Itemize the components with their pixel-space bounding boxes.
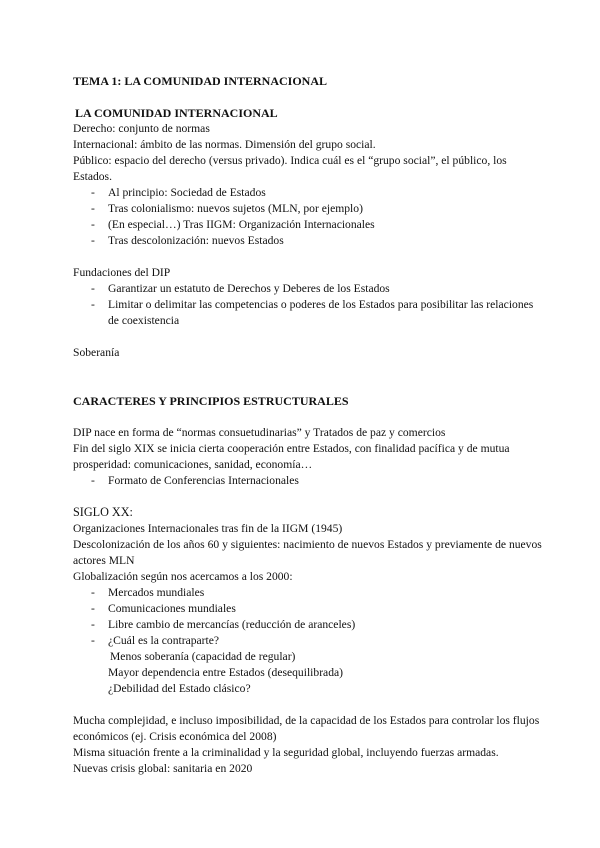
sub-list-item: ¿Debilidad del Estado clásico? xyxy=(108,682,251,695)
paragraph-line: Derecho: conjunto de normas xyxy=(73,122,210,135)
paragraph-line: Público: espacio del derecho (versus privado). Indica cuál es el “grupo social”, el público, los Estados. xyxy=(73,154,507,184)
list-item: Garantizar un estatuto de Derechos y Deberes de los Estados xyxy=(108,282,390,295)
section-heading: SIGLO XX: xyxy=(73,505,133,519)
list-item: ¿Cuál es la contraparte? xyxy=(108,634,220,647)
paragraph-line: Descolonización de los años 60 y siguientes: nacimiento de nuevos Estados y previamente de nuevos actores MLN xyxy=(73,538,542,568)
sub-list-item: Menos soberanía (capacidad de regular) xyxy=(110,650,296,663)
sub-list-item: Mayor dependencia entre Estados (desequilibrada) xyxy=(108,666,343,679)
bullet-marker: - xyxy=(91,474,95,487)
list-item: Mercados mundiales xyxy=(108,586,205,599)
paragraph-line: Nuevas crisis global: sanitaria en 2020 xyxy=(73,762,253,775)
bullet-marker: - xyxy=(91,618,95,631)
bullet-marker: - xyxy=(91,298,95,311)
paragraph-line: Soberanía xyxy=(73,346,120,359)
bullet-marker: - xyxy=(91,218,95,231)
page-title: TEMA 1: LA COMUNIDAD INTERNACIONAL xyxy=(73,74,328,88)
bullet-marker: - xyxy=(91,602,95,615)
bullet-marker: - xyxy=(91,234,95,247)
bullet-marker: - xyxy=(91,282,95,295)
paragraph-line: DIP nace en forma de “normas consuetudinarias” y Tratados de paz y comercios xyxy=(73,426,446,439)
bullet-marker: - xyxy=(91,634,95,647)
list-item: Limitar o delimitar las competencias o poderes de los Estados para posibilitar las relaciones de coexistencia xyxy=(108,298,534,328)
paragraph-line: Misma situación frente a la criminalidad y la seguridad global, incluyendo fuerzas armadas. xyxy=(73,746,499,759)
list-item: Al principio: Sociedad de Estados xyxy=(108,186,266,199)
list-item: (En especial…) Tras IIGM: Organización Internacionales xyxy=(108,218,375,231)
paragraph-line: Organizaciones Internacionales tras fin de la IIGM (1945) xyxy=(73,522,343,535)
paragraph-line: Globalización según nos acercamos a los 2000: xyxy=(73,570,293,583)
bullet-marker: - xyxy=(91,186,95,199)
section-heading: LA COMUNIDAD INTERNACIONAL xyxy=(75,106,278,120)
bullet-marker: - xyxy=(91,202,95,215)
list-item: Libre cambio de mercancías (reducción de aranceles) xyxy=(108,618,356,631)
paragraph-line: Mucha complejidad, e incluso imposibilidad, de la capacidad de los Estados para controlar los flujos económicos (ej. Crisis económica del 2008) xyxy=(73,714,540,744)
paragraph-line: Internacional: ámbito de las normas. Dimensión del grupo social. xyxy=(73,138,376,151)
section-heading: CARACTERES Y PRINCIPIOS ESTRUCTURALES xyxy=(73,394,349,408)
list-item: Tras descolonización: nuevos Estados xyxy=(108,234,284,247)
subsection-label: Fundaciones del DIP xyxy=(73,266,171,279)
paragraph-line: Fin del siglo XIX se inicia cierta cooperación entre Estados, con finalidad pacífica y de mutua prosperidad: comunicaciones, sanidad, economía… xyxy=(73,442,510,472)
bullet-marker: - xyxy=(91,586,95,599)
list-item: Comunicaciones mundiales xyxy=(108,602,236,615)
list-item: Tras colonialismo: nuevos sujetos (MLN, por ejemplo) xyxy=(108,202,363,215)
list-item: Formato de Conferencias Internacionales xyxy=(108,474,299,487)
